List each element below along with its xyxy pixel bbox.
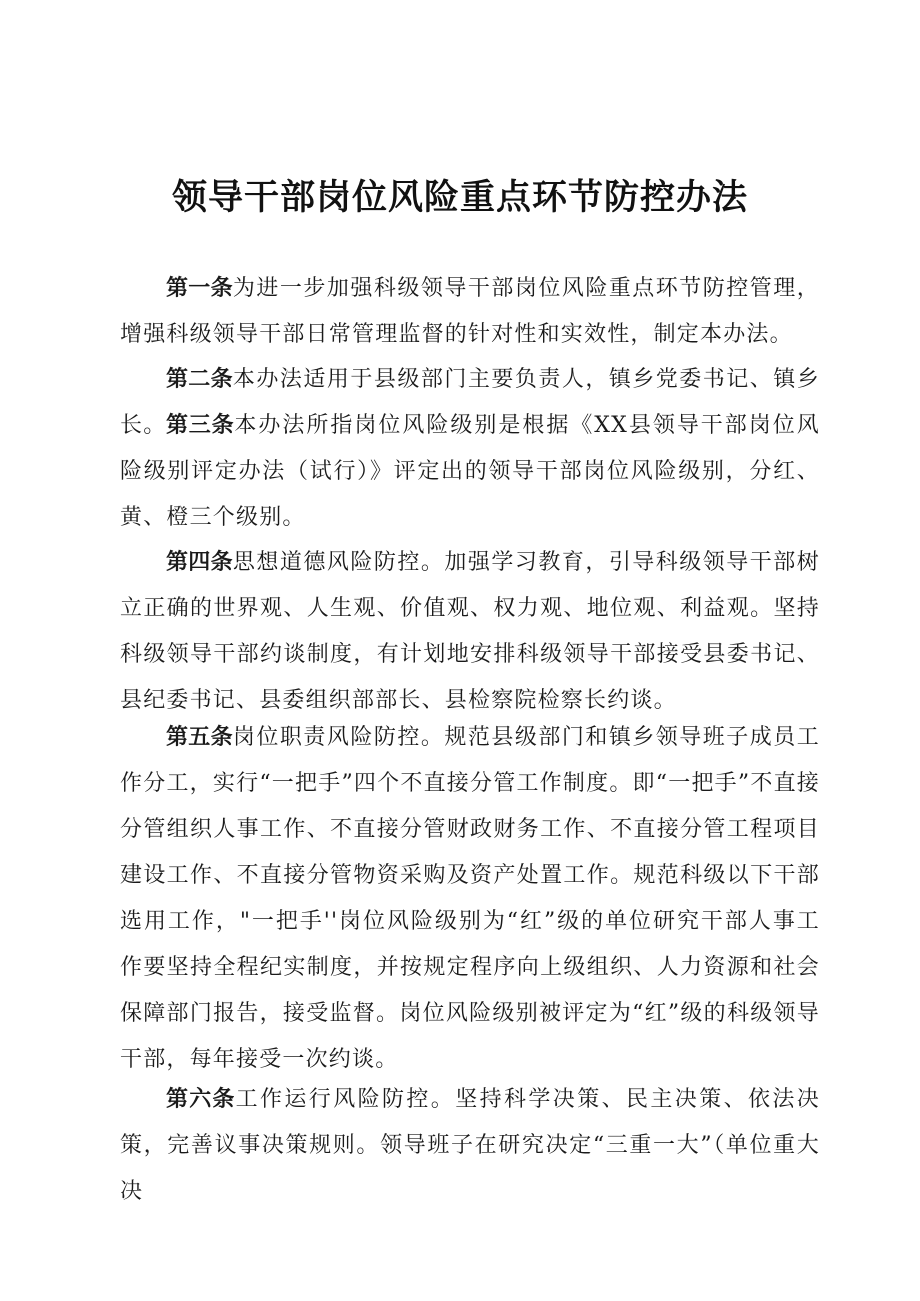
document-title: 领导干部岗位风险重点环节防控办法	[171, 178, 748, 218]
article-text: 本办法所指岗位风险级别是根据《XX县领导干部岗位风险级别评定办法（试行）》评定出的领导干部岗位风险级别，分红、黄、橙三个级别。	[120, 413, 820, 530]
article-number: 第三条	[166, 413, 235, 438]
article-text: 为进一步加强科级领导干部岗位风险重点环节防控管理，增强科级领导干部日常管理监督的针对性和实效性，制定本办法。	[120, 276, 820, 347]
article-number: 第五条	[166, 725, 233, 750]
article-number: 第四条	[166, 550, 233, 575]
article-3	[120, 403, 820, 541]
article-number: 第六条	[166, 1087, 236, 1112]
article-5	[120, 715, 820, 1083]
article-1	[120, 266, 820, 358]
article-text: 思想道德风险防控。加强学习教育，引导科级领导干部树立正确的世界观、人生观、价值观、权力观、地位观、利益观。坚持科级领导干部约谈制度，有计划地安排科级领导干部接受县委书记、县纪委书记、县委组织部部长、县检察院检察长约谈。	[120, 550, 820, 713]
article-number: 第一条	[166, 276, 233, 301]
article-6	[120, 1077, 820, 1215]
article-text: 岗位职责风险防控。规范县级部门和镇乡领导班子成员工作分工，实行“一把手”四个不直接分管工作制度。即“一把手”不直接分管组织人事工作、不直接分管财政财务工作、不直接分管工程项目建设工作、不直接分管物资采购及资产处置工作。规范科级以下干部选用工作，"一把手''岗位风险级别为“红”级的单位研究干部人事工作要坚持全程纪实制度，并按规定程序向上级组织、人力资源和社会保障部门报告，接受监督。岗位风险级别被评定为“红”级的科级领导干部，每年接受一次约谈。	[120, 725, 820, 1072]
article-4	[120, 540, 820, 724]
article-number: 第二条	[166, 367, 233, 392]
article-text: 工作运行风险防控。坚持科学决策、民主决策、依法决策，完善议事决策规则。领导班子在研究决定“三重一大”（单位重大决	[120, 1087, 820, 1204]
article-text: 本办法适用于县级部门主要负责人，镇乡党委书记、镇乡长。	[120, 367, 820, 438]
